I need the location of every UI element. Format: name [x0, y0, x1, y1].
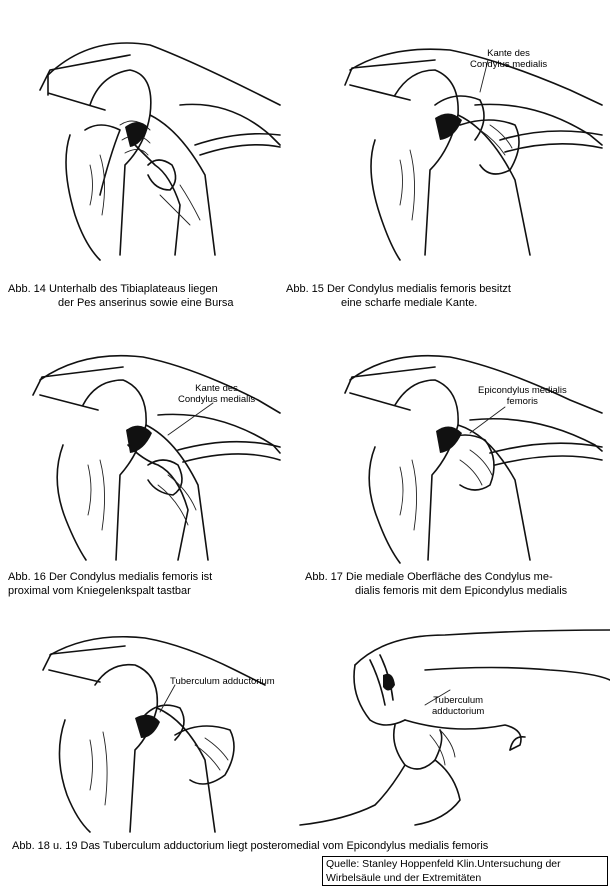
label-line-2: femoris	[506, 396, 538, 407]
knee-palpation-drawing	[35, 620, 285, 835]
caption-line-1: Abb. 17 Die mediale Oberfläche des Condylus me-	[305, 571, 553, 583]
source-box	[322, 856, 608, 886]
label-line-1: Tuberculum	[433, 695, 484, 706]
label-figure-19	[432, 695, 484, 717]
caption-figure-15	[286, 282, 511, 310]
caption-line-1: Abb. 15 Der Condylus medialis femoris besitzt	[286, 283, 511, 295]
label-line-1: Kante des	[487, 48, 530, 59]
label-line-1: Epicondylus medialis	[478, 385, 567, 396]
label-line-2: adductorium	[432, 706, 485, 717]
label-line-2: Condylus medialis	[470, 59, 548, 70]
caption-line-2: proximal vom Kniegelenkspalt tastbar	[8, 585, 191, 597]
label-line-2: Condylus medialis	[178, 394, 256, 405]
source-line-2: Wirbelsäule und der Extremitäten	[326, 872, 482, 884]
label-line-1: Tuberculum adductorium	[170, 676, 275, 687]
caption-line-2: eine scharfe mediale Kante.	[341, 297, 478, 309]
label-figure-15	[470, 48, 547, 70]
caption-line-2: der Pes anserinus sowie eine Bursa	[58, 297, 234, 309]
label-figure-16	[178, 383, 255, 405]
figure-18-illustration	[35, 620, 285, 835]
caption-figure-14	[8, 282, 233, 310]
caption-line-1: Abb. 16 Der Condylus medialis femoris ist	[8, 571, 213, 583]
source-line-1: Quelle: Stanley Hoppenfeld Klin.Untersuchung der	[326, 858, 561, 870]
label-figure-18	[170, 676, 275, 687]
caption-line-1: Abb. 14 Unterhalb des Tibiaplateaus liegen	[8, 283, 218, 295]
figure-16-illustration	[28, 335, 283, 565]
label-line-1: Kante des	[195, 383, 238, 394]
caption-line-2: dialis femoris mit dem Epicondylus medialis	[355, 585, 568, 597]
caption-figure-17	[305, 570, 567, 598]
figure-17-illustration	[340, 335, 605, 565]
knee-palpation-drawing	[28, 335, 283, 565]
knee-palpation-drawing	[30, 15, 285, 265]
label-figure-17	[478, 385, 567, 407]
knee-palpation-drawing	[295, 625, 610, 835]
caption-figure-18-19: Abb. 18 u. 19 Das Tuberculum adductorium liegt posteromedial vom Epicondylus medialis femoris	[12, 840, 489, 852]
figure-14-illustration	[30, 15, 285, 265]
figure-19-illustration	[295, 625, 610, 835]
caption-figure-16	[8, 570, 212, 598]
knee-palpation-drawing	[340, 335, 605, 565]
